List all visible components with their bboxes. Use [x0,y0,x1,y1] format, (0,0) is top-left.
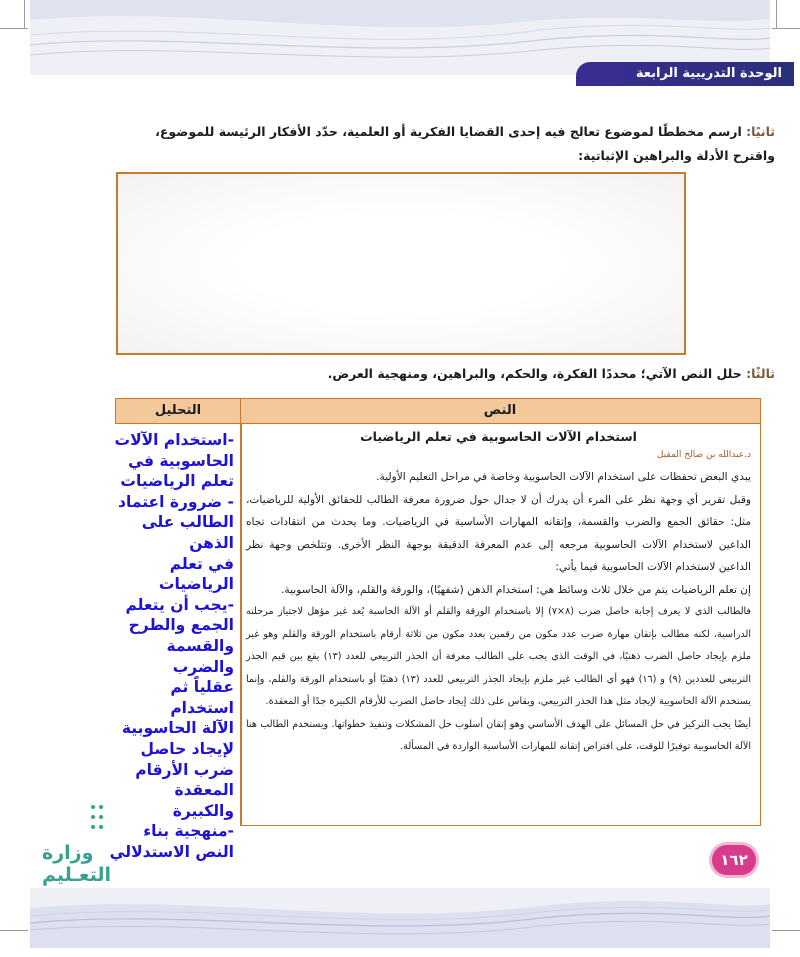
question-two-line2-wrap [35,144,775,167]
analysis-line: النص الاستدلالي [109,842,234,861]
crop-mark [0,28,28,29]
paragraph: إن تعلم الرياضيات يتم من خلال ثلاث وسائط هي: استخدام الذهن (شفهيًا)، والورقة والقلم، والآلة الحاسوبية. [281,583,751,596]
analysis-line: في تعلم [169,554,234,573]
article-title: استخدام الآلات الحاسوبية في تعلم الرياضيات [360,429,637,444]
question-two-line1: ارسم مخططًا لموضوع تعالج فيه إحدى القضايا الفكرية أو العلمية، حدّد الأفكار الرئيسة للموضوع، [155,124,742,139]
question-three-lead: ثالثًا: [746,366,775,381]
paragraph: يبدي البعض تحفظات على استخدام الآلات الحاسوبية وخاصة في مراحل التعليم الأولية. [376,471,751,483]
article-author: د.عبدالله بن صالح المقبل [656,450,751,460]
paragraph: فالطالب الذي لا يعرف إجابة حاصل ضرب (٨×٧) إلا باستخدام الورقة والقلم أو الآلة الحاسبة يُعد غير مؤهل لاجتياز مرحلته الدراسية، لكنه مطالب بإتقان مهارة ضرب عدد مكون من رقمين بعدد مكون من ثلاثة أرقام باستخدام الورقة والقلم وهو غير ملزم بإيجاد حاصل الضرب ذهنيًا، في الوقت الذي يجب على الطالب معرفة أن الجذر التربيعي للعدد (١٣) يقع بين قيم الجذر التربيعي للعددين (٩) و (١٦) فهو أي الطالب غير ملزم بإيجاد الجذر التربيعي للعدد (١٣) ذهنيًا أو باستخدام الورقة والقلم، وإنما يستخدم الآلة الحاسوبية لإيجاد مثل هذا الجذر التربيعي، ويقاس على ذلك إيجاد حاصل الضرب للأرقام الكبيرة جدًا أو المعقدة. [246,606,752,707]
question-two-lead: ثانيًا: [746,124,775,139]
ministry-name-ar: وزارة التعـليم [42,842,112,886]
paragraph: وقبل تقرير أي وجهة نظر على المرء أن يدرك أن لا جدال حول ضرورة معرفة الطالب للحقائق الأولية للرياضيات، مثل: حقائق الجمع والضرب والقسمة، وإتقانه المهارات الأساسية في الرياضيات. وما يحدث من انتقادات تجاه الداعين لاستخدام الآلات الحاسوبية مرجعه إلى عدم المعرفة الدقيقة بوجهة النظر الأخرى. وتتلخص وجهة نظر الداعين لاستخدام الآلات الحاسوبية فيما يأتي: [246,493,751,573]
analysis-line: الحاسوبية في [128,451,234,470]
analysis-line: لإيجاد حاصل [140,739,234,758]
analysis-line: المعقدة والكبيرة [172,781,234,820]
question-three-text: حلل النص الآتي؛ محددًا الفكرة، والحكم، والبراهين، ومنهجية العرض. [327,366,742,381]
unit-title-banner [576,62,794,86]
text-cell [246,427,751,759]
analysis-line: الآلة الحاسوبية [121,719,234,738]
handwritten-analysis [104,424,240,861]
column-divider [240,423,242,825]
analysis-line: الجمع والطرح [128,616,234,635]
table-header-analysis: التحليل [116,399,241,423]
answer-box[interactable] [116,172,686,355]
resize-handle-icon[interactable] [90,804,104,830]
unit-title: الوحدة التدريبية الرابعة [635,66,782,81]
crop-mark [772,28,800,29]
analysis-line: -يجب أن يتعلم [125,595,234,614]
table-header-text: النص [483,403,517,418]
crop-mark [772,930,800,931]
crop-mark [0,930,28,931]
question-two-line2: واقترح الأدلة والبراهين الإثباتية: [578,148,775,163]
question-two [35,120,775,143]
analysis-line: عقلياً ثم استخدام [170,678,234,717]
paragraph: أيضًا يجب التركيز في حل المسائل على الهدف الأساسي وهو إتقان أسلوب حل المشكلات وتنفيذ خطواتها. ويستخدم الطالب هنا الآلة الحاسوبية توفيرًا للوقت، على افتراض إتقانه للمهارات الأساسية الواردة في المسألة. [246,718,751,752]
analysis-line: والقسمة والضرب [166,636,234,676]
analysis-line: تعلم الرياضيات [120,472,234,491]
analysis-line: - ضرورة اعتماد [118,492,234,511]
page-number: ١٦٢ [712,845,756,875]
analysis-line: الرياضيات [158,575,234,594]
analysis-line: -منهجية بناء [143,822,234,841]
analysis-line: ضرب الأرقام [135,760,234,779]
bottom-wave-decoration [0,878,800,957]
analysis-line: -استخدام الآلات [114,431,234,449]
analysis-line: الطالب على الذهن [141,513,234,552]
crop-mark [24,0,25,28]
question-three [328,366,775,381]
table-header-row [116,399,760,424]
crop-mark [776,0,777,28]
